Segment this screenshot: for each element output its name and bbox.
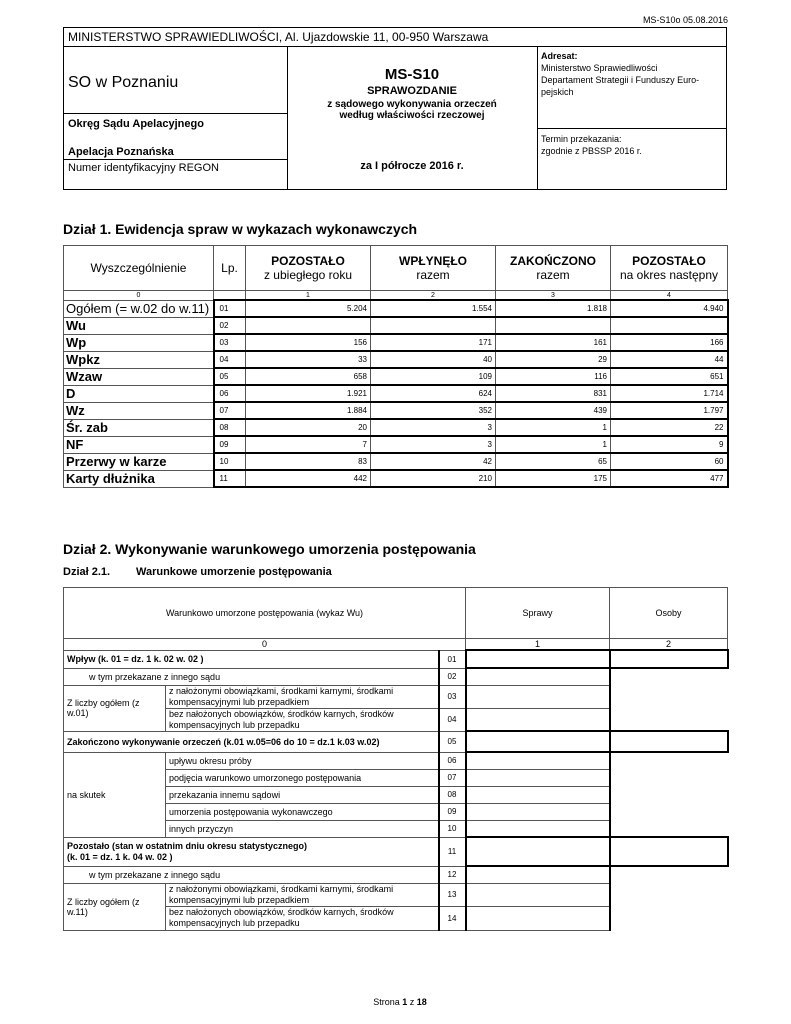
row-label: Wp [64,334,214,351]
row-label: D [64,385,214,402]
table-row [64,334,728,351]
court-name: SO w Poznaniu [68,74,179,91]
value-cell[interactable]: 161 [496,334,611,351]
value-cell[interactable]: 1 [496,419,611,436]
value-cell[interactable]: 9 [611,436,728,453]
section2-1-number: Dział 2.1. [63,566,111,578]
group-label: na skutek [64,752,166,837]
row-number: 13 [439,883,466,906]
table-header-row [64,588,728,639]
row-label: podjęcia warunkowo umorzonego postępowania [166,769,439,786]
row-label: umorzenia postępowania wykonawczego [166,803,439,820]
value-cell[interactable]: 5.204 [246,300,371,317]
deadline-value: zgodnie z PBSSP 2016 r. [541,146,642,156]
row-number: 11 [439,837,466,866]
section1-table [63,245,729,488]
col-header-cases: Sprawy [466,588,610,639]
value-cell[interactable]: 60 [611,453,728,470]
row-label: Pozostało (stan w ostatnim dniu okresu statystycznego) (k. 01 = dz. 1 k. 04 w. 02 ) [64,837,439,866]
addressee-line-3: pejskich [541,87,574,97]
col-header-persons: Osoby [610,588,728,639]
row-number: 11 [214,470,246,487]
value-cell[interactable]: 40 [371,351,496,368]
index-cell: 0 [64,639,466,651]
table-row [64,668,728,685]
page-number: 1 [402,997,408,1007]
group-label: Z liczby ogółem (z w.11) [64,883,166,930]
row-label: Śr. zab [64,419,214,436]
value-cell[interactable]: 1.818 [496,300,611,317]
report-title: SPRAWOZDANIE [367,85,457,97]
report-period: za I półrocze 2016 r. [360,160,464,172]
value-cell[interactable]: 116 [496,368,611,385]
row-number: 10 [214,453,246,470]
row-label: NF [64,436,214,453]
table-row [64,317,728,334]
row-number: 06 [214,385,246,402]
cases-input[interactable] [466,731,610,752]
row-number: 03 [214,334,246,351]
index-cell: 4 [611,291,728,301]
blank-cell [610,668,728,731]
cases-input[interactable] [466,906,610,930]
value-cell[interactable]: 29 [496,351,611,368]
row-label: Wu [64,317,214,334]
row-number: 01 [214,300,246,317]
index-cell: 2 [371,291,496,301]
value-cell[interactable]: 33 [246,351,371,368]
blank-cell [610,752,728,837]
value-cell[interactable]: 175 [496,470,611,487]
cases-input[interactable] [466,866,610,883]
value-cell[interactable]: 1.714 [611,385,728,402]
deadline [541,133,642,157]
row-number: 04 [439,708,466,731]
row-number: 09 [439,803,466,820]
value-cell[interactable]: 1.921 [246,385,371,402]
row-label: Przerwy w karze [64,453,214,470]
row-number: 02 [439,668,466,685]
section1-title: Dział 1. Ewidencja spraw w wykazach wykonawczych [63,221,418,237]
column-index-row [64,291,728,301]
index-cell: 1 [246,291,371,301]
cases-input[interactable] [466,752,610,769]
page-footer [0,997,791,1007]
value-cell[interactable]: 831 [496,385,611,402]
value-cell[interactable]: 658 [246,368,371,385]
row-label: bez nałożonych obowiązków, środków karnych, środków kompensacyjnych lub przepadku [166,708,439,731]
report-code: MS-S10 [384,66,440,83]
value-cell[interactable]: 442 [246,470,371,487]
value-cell[interactable]: 156 [246,334,371,351]
col-header-label: Wyszczególnienie [64,246,214,291]
value-cell[interactable]: 42 [371,453,496,470]
table-row [64,368,728,385]
value-cell[interactable]: 3 [371,419,496,436]
header-box [63,27,727,190]
index-cell: 3 [496,291,611,301]
value-cell[interactable] [611,317,728,334]
value-cell[interactable] [246,317,371,334]
row-number: 01 [439,650,466,668]
section2-title: Dział 2. Wykonywanie warunkowego umorzenia postępowania [63,541,476,557]
col-header-received: WPŁYNĘŁO razem [371,246,496,291]
value-cell[interactable] [496,317,611,334]
persons-input[interactable] [610,650,728,668]
appeal: Apelacja Poznańska [68,146,174,158]
row-label: Zakończono wykonywanie orzeczeń (k.01 w.05=06 do 10 = dz.1 k.03 w.02) [64,731,439,752]
report-title-block [287,66,537,121]
row-number: 04 [214,351,246,368]
row-label: Karty dłużnika [64,470,214,487]
value-cell[interactable]: 210 [371,470,496,487]
table-row [64,402,728,419]
col-header-completed: ZAKOŃCZONO razem [496,246,611,291]
row-label: z nałożonymi obowiązkami, środkami karnymi, środkami kompensacyjnymi lub przepadkiem [166,883,439,906]
table-row [64,351,728,368]
addressee-line-2: Departament Strategii i Funduszy Euro- [541,75,700,85]
col-header-lp: Lp. [214,246,246,291]
section2-table [63,587,729,931]
row-label: Wz [64,402,214,419]
row-label: bez nałożonych obowiązków, środków karnych, środków kompensacyjnych lub przepadku [166,906,439,930]
row-number: 14 [439,906,466,930]
regon-label: Numer identyfikacyjny REGON [68,162,219,174]
value-cell[interactable]: 477 [611,470,728,487]
value-cell[interactable]: 171 [371,334,496,351]
row-number: 09 [214,436,246,453]
row-label: przekazania innemu sądowi [166,786,439,803]
value-cell[interactable]: 1.884 [246,402,371,419]
row-number: 02 [214,317,246,334]
row-label: w tym przekazane z innego sądu [64,866,439,883]
table-row [64,470,728,487]
report-subtitle-2: według właściwości rzeczowej [339,110,485,121]
row-number: 03 [439,685,466,708]
row-label: upływu okresu próby [166,752,439,769]
row-label: Ogółem (= w.02 do w.11) [64,300,214,317]
value-cell[interactable]: 83 [246,453,371,470]
row-label: w tym przekazane z innego sądu [64,668,439,685]
value-cell[interactable]: 166 [611,334,728,351]
value-cell[interactable]: 1.797 [611,402,728,419]
value-cell[interactable]: 65 [496,453,611,470]
addressee-label: Adresat: [541,51,578,61]
table-row [64,300,728,317]
row-number: 07 [214,402,246,419]
value-cell[interactable] [371,317,496,334]
col-header-remaining-next: POZOSTAŁO na okres następny [611,246,728,291]
col-header-remaining-prev: POZOSTAŁO z ubiegłego roku [246,246,371,291]
value-cell[interactable]: 624 [371,385,496,402]
table-header-row [64,246,728,291]
table-row [64,419,728,436]
row-label: Wzaw [64,368,214,385]
row-label: Wpkz [64,351,214,368]
row-number: 05 [439,731,466,752]
column-index-row [64,639,728,651]
deadline-label: Termin przekazania: [541,134,622,144]
value-cell[interactable]: 22 [611,419,728,436]
page-sep: z [407,997,417,1007]
form-code: MS-S10o 05.08.2016 [642,15,728,25]
cases-input[interactable] [466,685,610,708]
table-row [64,731,728,752]
section2-1-title: Warunkowe umorzenie postępowania [136,566,332,578]
value-cell[interactable]: 109 [371,368,496,385]
district: Okręg Sądu Apelacyjnego [68,118,204,130]
row-number: 07 [439,769,466,786]
page-total: 18 [416,997,427,1007]
row-number: 06 [439,752,466,769]
value-cell[interactable]: 1.554 [371,300,496,317]
addressee-line-1: Ministerstwo Sprawiedliwości [541,63,658,73]
row-number: 10 [439,820,466,837]
value-cell[interactable]: 4.940 [611,300,728,317]
cases-input[interactable] [466,769,610,786]
page-prefix: Strona [373,997,403,1007]
value-cell[interactable]: 7 [246,436,371,453]
cases-input[interactable] [466,708,610,731]
index-cell: 1 [466,639,610,651]
row-label: z nałożonymi obowiązkami, środkami karnymi, środkami kompensacyjnymi lub przepadkiem [166,685,439,708]
cases-input[interactable] [466,803,610,820]
report-subtitle-1: z sądowego wykonywania orzeczeń [327,99,497,110]
addressee [541,50,699,98]
cases-input[interactable] [466,650,610,668]
value-cell[interactable]: 44 [611,351,728,368]
table-row [64,837,728,866]
table-row [64,385,728,402]
row-number: 12 [439,866,466,883]
row-label: Wpływ (k. 01 = dz. 1 k. 02 w. 02 ) [64,650,439,668]
col-header-main: Warunkowo umorzone postępowania (wykaz Wu) [64,588,466,639]
persons-input[interactable] [610,731,728,752]
table-row [64,752,728,769]
value-cell[interactable]: 352 [371,402,496,419]
table-row [64,650,728,668]
value-cell[interactable]: 3 [371,436,496,453]
cases-input[interactable] [466,786,610,803]
value-cell[interactable]: 1 [496,436,611,453]
index-cell: 2 [610,639,728,651]
table-row [64,436,728,453]
row-number: 08 [214,419,246,436]
persons-input[interactable] [610,837,728,866]
value-cell[interactable]: 20 [246,419,371,436]
cases-input[interactable] [466,837,610,866]
cases-input[interactable] [466,820,610,837]
cases-input[interactable] [466,668,610,685]
value-cell[interactable]: 651 [611,368,728,385]
blank-cell [610,866,728,930]
group-label: Z liczby ogółem (z w.01) [64,685,166,731]
table-row [64,866,728,883]
index-cell [214,291,246,301]
row-label: innych przyczyn [166,820,439,837]
ministry: MINISTERSTWO SPRAWIEDLIWOŚCI, Al. Ujazdowskie 11, 00-950 Warszawa [68,30,489,44]
row-number: 05 [214,368,246,385]
index-cell: 0 [64,291,214,301]
row-number: 08 [439,786,466,803]
value-cell[interactable]: 439 [496,402,611,419]
cases-input[interactable] [466,883,610,906]
table-row [64,453,728,470]
